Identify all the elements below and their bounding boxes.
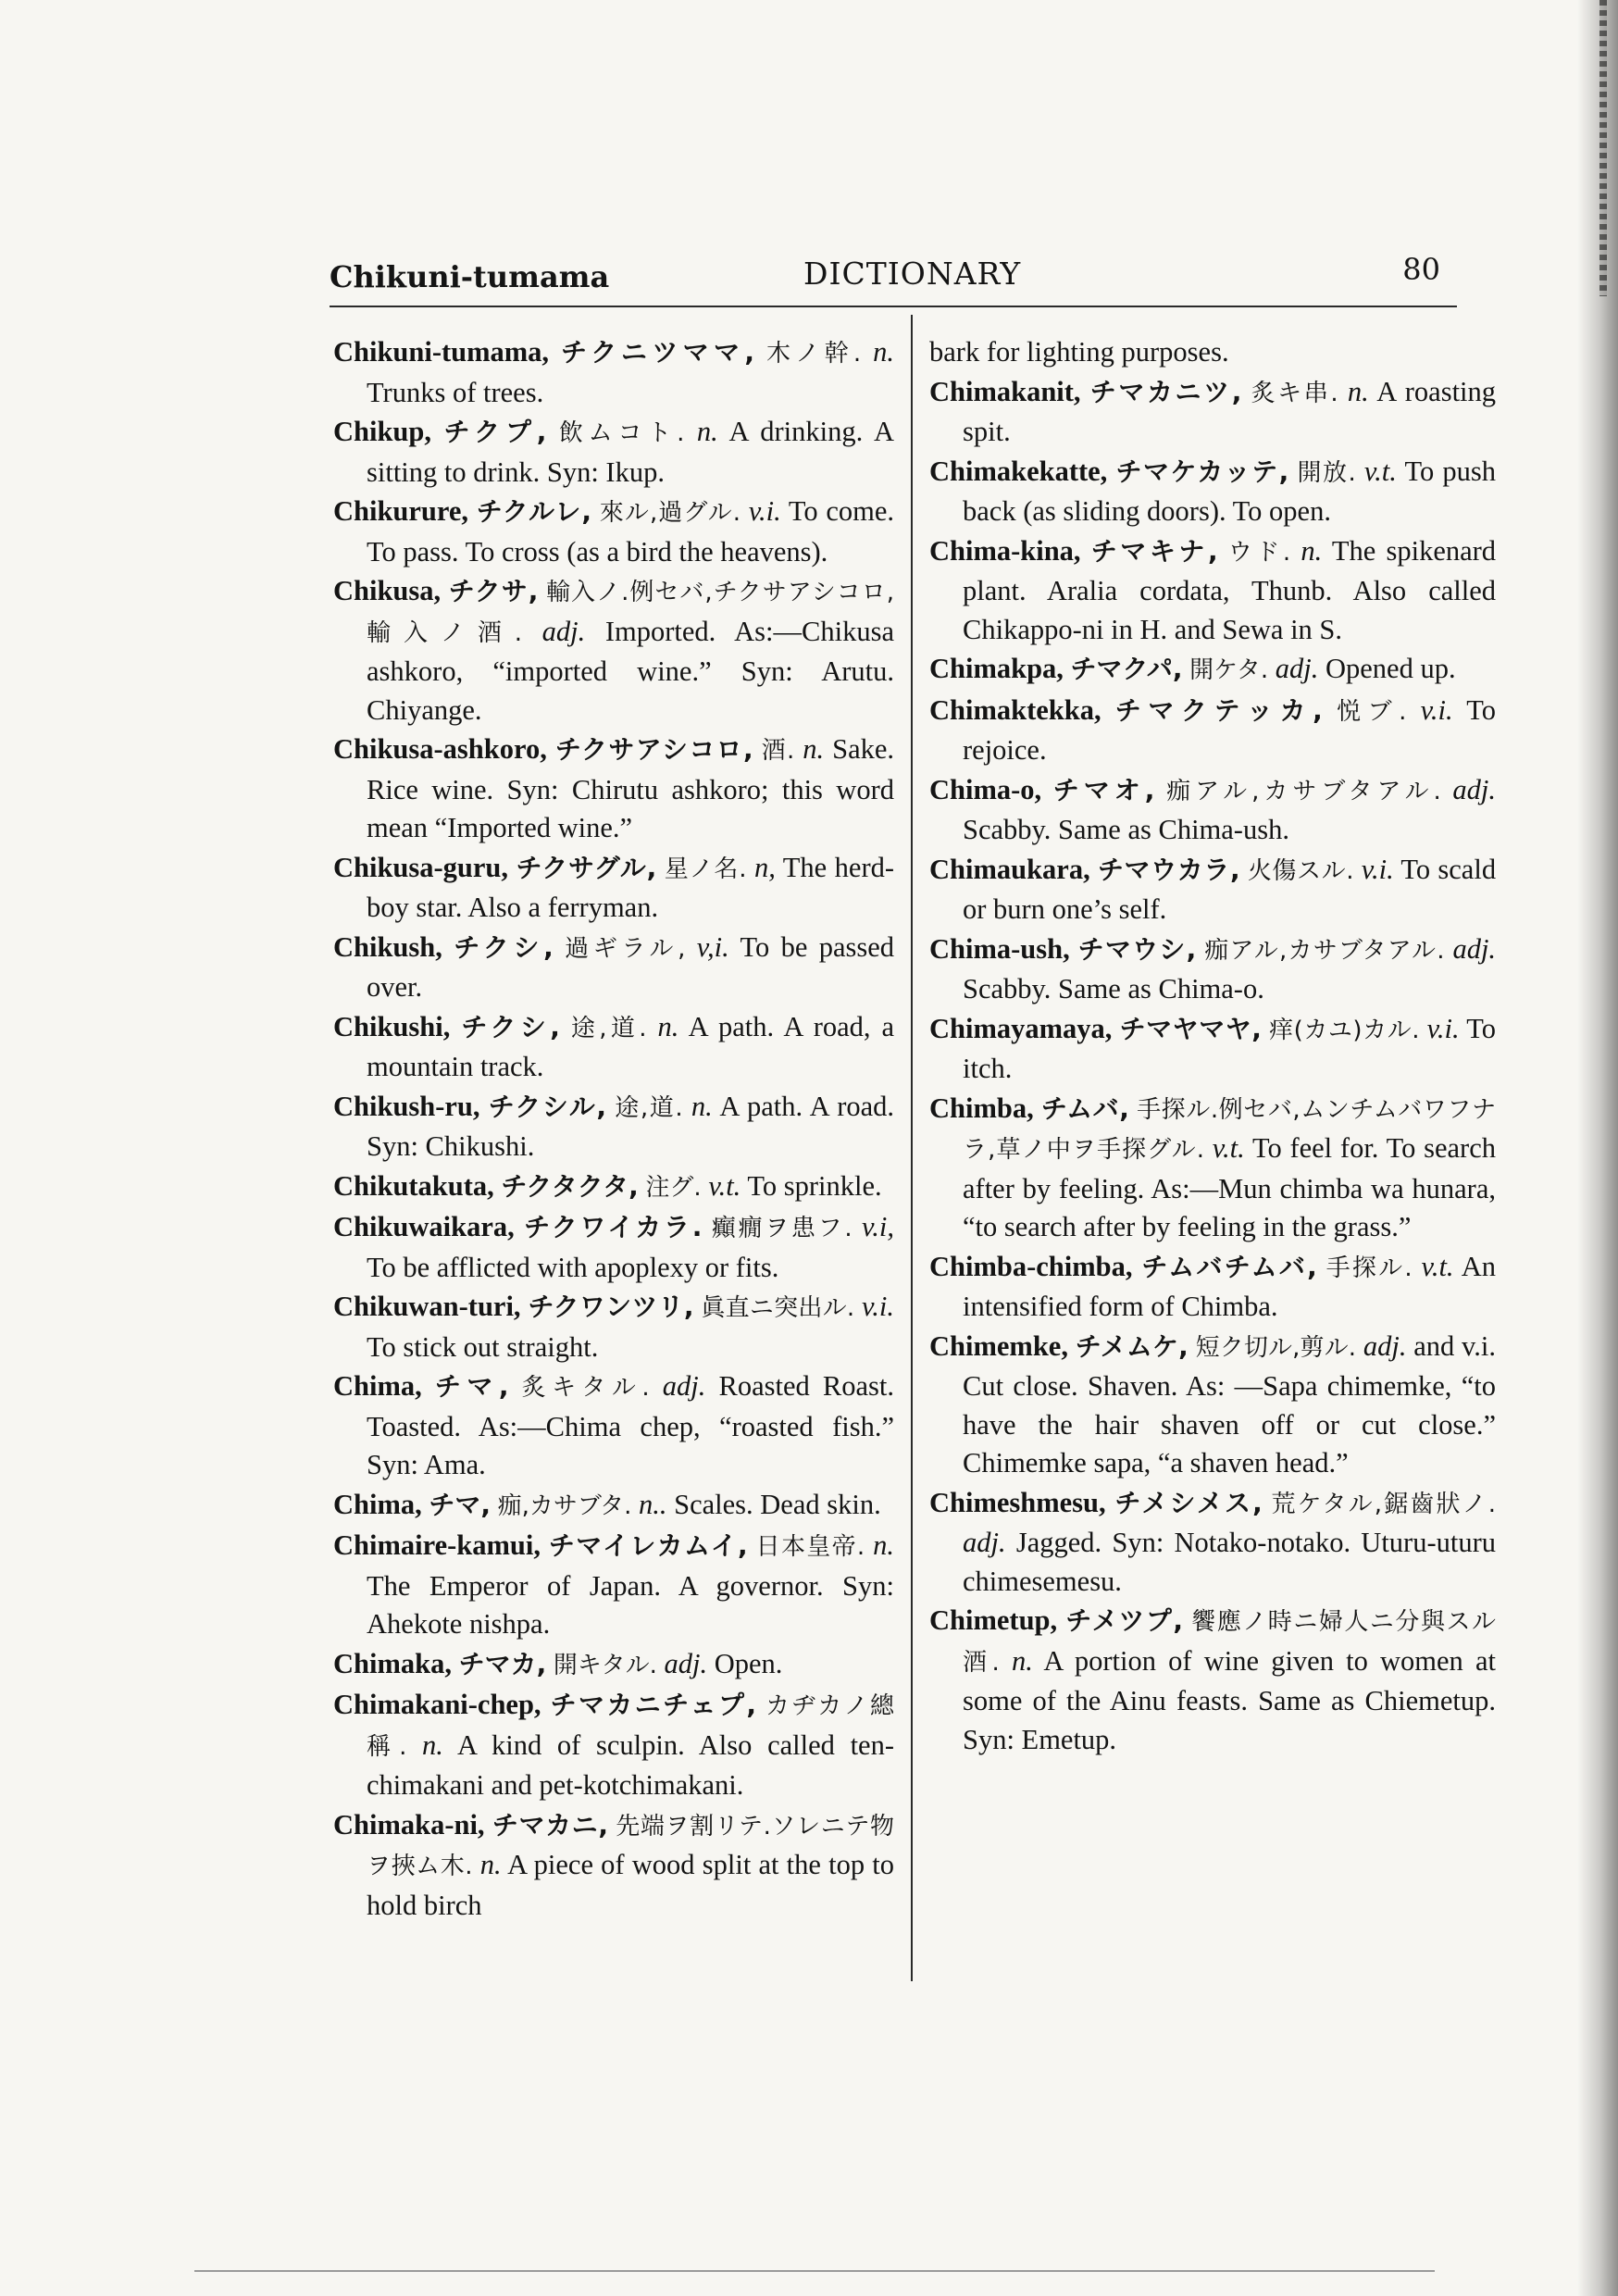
- entry-kanji-gloss: 先端ヲ割リテ.ソレニテ物ヲ挾ム木.: [367, 1812, 895, 1880]
- entry-kanji-gloss: 痂,カサブタ.: [497, 1491, 632, 1520]
- entry-kanji-gloss: ウド.: [1227, 538, 1291, 567]
- entry-katakana: チクワンツリ,: [528, 1292, 694, 1322]
- dictionary-entry: [333, 1288, 894, 1366]
- entry-kanji-gloss: 輸入ノ.例セバ,チクサアシコロ,輸入ノ酒.: [367, 579, 895, 647]
- entry-definition: Scales. Dead skin.: [674, 1488, 881, 1520]
- entry-definition: Jagged. Syn: Notako-notako. Uturu-uturu chimesemesu.: [963, 1527, 1497, 1597]
- entry-part-of-speech: n.: [1011, 1644, 1033, 1677]
- entry-kanji-gloss: 短ク切ル,剪ル.: [1195, 1333, 1357, 1362]
- entry-headword: Chimakanit,: [929, 375, 1081, 407]
- dictionary-entry: [929, 692, 1496, 770]
- entry-part-of-speech: n.: [422, 1728, 443, 1761]
- entry-headword: Chikuwan-turi,: [333, 1291, 521, 1322]
- entry-definition: A kind of sculpin. Also called ten-chimakani and pet-kotchimakani.: [367, 1728, 894, 1801]
- entry-kanji-gloss: 途,道.: [570, 1014, 647, 1042]
- entry-kanji-gloss: 痂アル,カサブタアル.: [1204, 936, 1445, 965]
- entry-part-of-speech: adj.: [664, 1647, 708, 1679]
- dictionary-entry: [929, 1248, 1496, 1327]
- entry-kanji-gloss: 手探ル.例セバ,ムンチムバワフナラ,草ノ中ヲ手探グル.: [963, 1095, 1496, 1164]
- entry-definition: The spikenard plant. Aralia cordata, Thunb. Also called Chikappo-ni in H. and Sewa in S.: [963, 534, 1497, 645]
- entry-part-of-speech: n.: [803, 733, 825, 765]
- entry-kanji-gloss: 過ギラル,: [565, 934, 686, 963]
- dictionary-entry: [333, 1645, 894, 1686]
- entry-kanji-gloss: 癲癇ヲ患フ.: [711, 1215, 853, 1242]
- entry-part-of-speech: n,: [753, 851, 776, 883]
- entry-headword: Chimaka,: [333, 1647, 452, 1679]
- entry-headword: Chimemke,: [929, 1329, 1068, 1362]
- entry-katakana: チマウシ,: [1077, 933, 1197, 965]
- entry-part-of-speech: n.: [479, 1849, 502, 1880]
- entry-katakana: チマカニツ,: [1089, 376, 1242, 407]
- entry-part-of-speech: n.: [657, 1010, 679, 1042]
- entry-definition: A roasting spit.: [963, 375, 1497, 447]
- entry-kanji-gloss: 日本皇帝.: [755, 1533, 865, 1561]
- dictionary-entry: [929, 453, 1496, 531]
- dictionary-entry: [333, 1486, 894, 1527]
- dictionary-entry: [333, 493, 894, 571]
- entry-headword: Chima,: [333, 1488, 422, 1520]
- entry-part-of-speech: n.: [1301, 534, 1323, 567]
- entry-part-of-speech: n.: [691, 1090, 713, 1122]
- page-number: 80: [1402, 252, 1440, 287]
- entry-katakana: チクサグル,: [516, 852, 657, 883]
- entry-part-of-speech: v.i,: [862, 1211, 895, 1242]
- entry-definition: Opened up.: [1325, 653, 1456, 684]
- entry-headword: Chikusa-ashkoro,: [333, 733, 547, 765]
- entry-kanji-gloss: 注グ.: [645, 1173, 702, 1202]
- entry-kanji-gloss: 痒(カユ)カル.: [1269, 1016, 1420, 1044]
- dictionary-entry: [929, 650, 1496, 691]
- entry-katakana: チメシメス,: [1114, 1487, 1263, 1518]
- entry-definition: Sake. Rice wine. Syn: Chirutu ashkoro; this word mean “Imported wine.”: [367, 733, 895, 843]
- entry-part-of-speech: n.: [873, 336, 895, 368]
- entry-kanji-gloss: 荒ケタル,鋸齒狀ノ.: [1271, 1490, 1497, 1518]
- entry-headword: Chimetup,: [929, 1604, 1058, 1636]
- entry-katakana: チマオ,: [1052, 774, 1155, 805]
- entry-katakana: チマウカラ,: [1097, 854, 1240, 885]
- left-column: [333, 333, 894, 1926]
- entry-part-of-speech: n.: [696, 416, 718, 447]
- entry-headword: Chimakekatte,: [929, 455, 1108, 487]
- dictionary-entry: [929, 373, 1496, 452]
- right-column: [929, 333, 1496, 1760]
- dictionary-entry: [333, 929, 894, 1007]
- entry-katakana: チクシル,: [488, 1091, 607, 1122]
- entry-kanji-gloss: 酒.: [761, 737, 795, 765]
- entry-headword: Chima-o,: [929, 773, 1042, 805]
- entry-kanji-gloss: 飲ムコト.: [558, 419, 685, 447]
- entry-definition: Roasted Roast. Toasted. As:—Chima chep, “roasted fish.” Syn: Ama.: [367, 1370, 894, 1480]
- entry-kanji-gloss: 手探ル.: [1326, 1254, 1413, 1282]
- dictionary-entry: [333, 730, 894, 848]
- entry-kanji-gloss: 開放.: [1297, 458, 1356, 487]
- entry-definition: Open.: [714, 1647, 783, 1679]
- entry-katakana: チムバチムバ,: [1141, 1251, 1317, 1282]
- dictionary-entry: [333, 1088, 894, 1167]
- entry-definition: To feel for. To search after by feeling. As:—Mun chimba wa hunara, “to search after by feeling in the grass.”: [963, 1132, 1496, 1242]
- entry-kanji-gloss: 木ノ幹.: [765, 340, 862, 368]
- entry-katakana: チマカニチェプ,: [550, 1690, 757, 1720]
- entry-definition: To sprinkle.: [747, 1169, 882, 1202]
- dictionary-entry: [333, 1367, 894, 1485]
- entry-headword: Chikush-ru,: [333, 1090, 480, 1122]
- entry-part-of-speech: v.t.: [1421, 1250, 1454, 1282]
- entry-part-of-speech: v.t.: [1212, 1132, 1245, 1164]
- entry-kanji-gloss: 痂アル,カサブタアル.: [1166, 777, 1441, 805]
- dictionary-entry: [929, 930, 1496, 1009]
- entry-headword: Chimaukara,: [929, 853, 1090, 885]
- entry-part-of-speech: v.i.: [862, 1291, 895, 1322]
- entry-kanji-gloss: カヂカノ總稱.: [367, 1692, 895, 1761]
- entry-headword: Chikuni-tumama,: [333, 336, 550, 368]
- dictionary-entry: [333, 849, 894, 928]
- entry-definition: Imported. As:—Chikusa ashkoro, “imported wine.” Syn: Arutu. Chiyange.: [367, 615, 895, 726]
- dictionary-entry: [929, 771, 1496, 850]
- entry-katakana: チクルレ,: [476, 496, 592, 527]
- entry-katakana: チマ,: [434, 1371, 509, 1402]
- entry-part-of-speech: v.t.: [1363, 455, 1397, 487]
- entry-headword: Chima-kina,: [929, 534, 1081, 567]
- entry-kanji-gloss: 炙キ串.: [1251, 379, 1338, 407]
- entry-headword: Chikusa-guru,: [333, 851, 509, 883]
- entry-katakana: チクサ,: [448, 576, 539, 606]
- entry-definition: To come. To pass. To cross (as a bird the heavens).: [367, 495, 895, 568]
- entry-kanji-gloss: 開キタル.: [553, 1651, 657, 1679]
- entry-headword: Chimakani-chep,: [333, 1689, 541, 1720]
- dictionary-entry: [929, 333, 1496, 372]
- dictionary-entry: [333, 1208, 894, 1287]
- entry-katakana: チクプ,: [443, 417, 547, 447]
- entry-definition: To scald or burn one’s self.: [963, 853, 1497, 925]
- dictionary-entry: [333, 333, 894, 412]
- entry-definition: A drinking. A sitting to drink. Syn: Ikup.: [367, 416, 895, 488]
- entry-part-of-speech: adj.: [1363, 1329, 1407, 1362]
- entry-kanji-gloss: 來ル,過グル.: [599, 499, 741, 527]
- bottom-rule: [194, 2270, 1435, 2272]
- entry-definition: The herd-boy star. Also a ferryman.: [367, 851, 895, 923]
- entry-headword: Chikush,: [333, 930, 442, 963]
- entry-definition: Trunks of trees.: [367, 376, 544, 408]
- entry-headword: Chikup,: [333, 416, 431, 447]
- entry-definition: To be passed over.: [367, 930, 895, 1003]
- entry-headword: Chimaire-kamui,: [333, 1529, 541, 1561]
- entry-definition: To itch.: [963, 1012, 1497, 1084]
- dictionary-entry: [929, 1090, 1496, 1247]
- entry-katakana: チマカニ,: [492, 1809, 609, 1841]
- entry-katakana: チメツプ,: [1065, 1605, 1184, 1636]
- entry-part-of-speech: n.: [1347, 375, 1369, 407]
- entry-definition: An intensified form of Chimba.: [963, 1250, 1497, 1322]
- dictionary-entry: [333, 1527, 894, 1644]
- entry-katakana: チマ,: [429, 1489, 492, 1520]
- entry-definition: To push back (as sliding doors). To open.: [963, 455, 1497, 527]
- dictionary-entry: [333, 1167, 894, 1208]
- header-rule: [330, 306, 1457, 307]
- entry-katakana: チマキナ,: [1090, 535, 1218, 567]
- entry-part-of-speech: adj.: [662, 1370, 706, 1402]
- entry-katakana: チクシ,: [461, 1011, 560, 1042]
- dictionary-entry: [333, 1686, 894, 1805]
- entry-katakana: チメムケ,: [1075, 1330, 1189, 1362]
- entry-definition: A path. A road, a mountain track.: [367, 1010, 895, 1082]
- entry-kanji-gloss: 星ノ名.: [664, 855, 747, 883]
- entry-katakana: チマヤマヤ,: [1119, 1013, 1262, 1044]
- entry-definition: bark for lighting purposes.: [929, 336, 1229, 368]
- dictionary-entry: [929, 532, 1496, 650]
- entry-kanji-gloss: 火傷スル.: [1247, 856, 1354, 885]
- dictionary-entry: [929, 1010, 1496, 1089]
- entry-headword: Chimba,: [929, 1092, 1034, 1124]
- entry-definition: To rejoice.: [963, 693, 1497, 766]
- header-title: DICTIONARY: [803, 256, 1022, 292]
- dictionary-entry: [929, 851, 1496, 930]
- entry-headword: Chimeshmesu,: [929, 1486, 1106, 1518]
- header-guide-word: Chikuni-tumama: [330, 259, 610, 294]
- dictionary-entry: [929, 1602, 1496, 1759]
- entry-part-of-speech: v.i.: [1426, 1012, 1460, 1044]
- entry-definition: The Emperor of Japan. A governor. Syn: Ahekote nishpa.: [367, 1569, 894, 1640]
- entry-part-of-speech: adj.: [1452, 932, 1497, 965]
- entry-definition: Scabby. Same as Chima-ush.: [963, 814, 1289, 845]
- entry-katakana: チクシ,: [454, 931, 554, 963]
- entry-kanji-gloss: 開ケタ.: [1189, 656, 1269, 684]
- entry-headword: Chimaktekka,: [929, 693, 1101, 726]
- entry-kanji-gloss: 悦ブ.: [1337, 697, 1407, 726]
- entry-definition: A portion of wine given to women at some of the Ainu feasts. Same as Chiemetup. Syn: Emetup.: [963, 1644, 1496, 1755]
- dictionary-entry: [333, 572, 894, 730]
- entry-definition: and v.i. Cut close. Shaven. As: —Sapa chimemke, “to have the hair shaven off or cut close.” Chimemke sapa, “a shaven head.”: [963, 1329, 1497, 1479]
- entry-definition: To be afflicted with apoplexy or fits.: [367, 1251, 779, 1283]
- entry-headword: Chima,: [333, 1370, 422, 1402]
- entry-part-of-speech: v.t.: [708, 1169, 741, 1202]
- entry-definition: A path. A road. Syn: Chikushi.: [367, 1090, 895, 1162]
- entry-part-of-speech: v,i.: [696, 930, 729, 963]
- entry-kanji-gloss: 眞直ニ突出ル.: [701, 1294, 855, 1322]
- entry-headword: Chimba-chimba,: [929, 1250, 1133, 1282]
- column-divider: [911, 315, 913, 1981]
- entry-part-of-speech: adj.: [1452, 773, 1497, 805]
- dictionary-entry: [333, 1008, 894, 1087]
- entry-definition: Scabby. Same as Chima-o.: [963, 973, 1264, 1004]
- entry-headword: Chimaka-ni,: [333, 1808, 485, 1841]
- entry-headword: Chikushi,: [333, 1010, 451, 1042]
- entry-kanji-gloss: 途,道.: [615, 1093, 683, 1122]
- entry-katakana: チマクテッカ,: [1114, 694, 1323, 726]
- entry-headword: Chikusa,: [333, 575, 442, 606]
- entry-katakana: チマイレカムイ,: [548, 1530, 748, 1561]
- scan-edge-shadow: [1577, 0, 1618, 2296]
- entry-headword: Chikutakuta,: [333, 1169, 494, 1202]
- entry-katakana: チクタクタ,: [501, 1170, 639, 1202]
- entry-part-of-speech: adj.: [541, 615, 586, 647]
- entry-part-of-speech: v.i.: [748, 495, 781, 527]
- dictionary-entry: [333, 1806, 894, 1926]
- entry-katakana: チマクパ,: [1070, 654, 1183, 684]
- entry-part-of-speech: v.i.: [1420, 693, 1453, 726]
- entry-part-of-speech: n..: [638, 1488, 667, 1520]
- running-header: [330, 252, 1459, 294]
- entry-katakana: チマケカッテ,: [1115, 455, 1289, 487]
- entry-definition: To stick out straight.: [367, 1330, 599, 1363]
- entry-headword: Chikuwaikara,: [333, 1211, 515, 1242]
- dictionary-entry: [333, 413, 894, 492]
- entry-part-of-speech: adj.: [1275, 653, 1319, 684]
- entry-headword: Chimakpa,: [929, 653, 1064, 684]
- entry-headword: Chima-ush,: [929, 932, 1070, 965]
- entry-part-of-speech: n.: [873, 1529, 895, 1561]
- entry-katakana: チクサアシコロ,: [554, 734, 753, 765]
- entry-part-of-speech: v.i.: [1361, 853, 1394, 885]
- entry-headword: Chikurure,: [333, 495, 469, 527]
- dictionary-entry: [929, 1328, 1496, 1483]
- entry-definition: A piece of wood split at the top to hold birch: [367, 1849, 895, 1921]
- entry-kanji-gloss: 饗應ノ時ニ婦人ニ分與スル酒.: [963, 1608, 1496, 1677]
- entry-katakana: チクワイカラ.: [524, 1212, 703, 1242]
- entry-katakana: チムバ,: [1040, 1092, 1129, 1124]
- entry-katakana: チクニツママ,: [561, 337, 754, 368]
- entry-headword: Chimayamaya,: [929, 1012, 1113, 1044]
- entry-part-of-speech: adj.: [963, 1527, 1006, 1558]
- entry-katakana: チマカ,: [458, 1648, 547, 1679]
- entry-kanji-gloss: 炙キタル.: [521, 1374, 650, 1402]
- dictionary-entry: [929, 1484, 1496, 1602]
